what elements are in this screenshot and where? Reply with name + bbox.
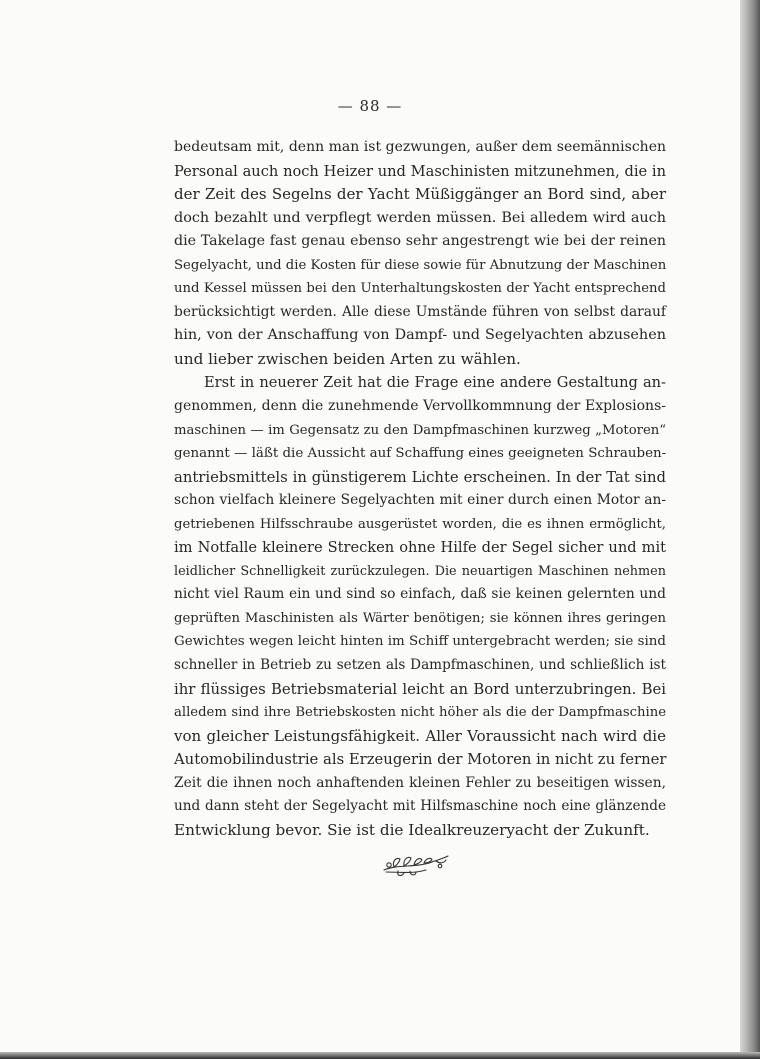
text-line: ihr flüssiges Betriebsmaterial leicht an Bord unterzubringen. Bei [174,680,666,698]
page-edge [740,0,760,1059]
text-line: und Kessel müssen bei den Unterhaltungskosten der Yacht entsprechend [174,281,666,297]
text-line: Zeit die ihnen noch anhaftenden kleinen Fehler zu beseitigen wissen, [174,774,666,791]
text-line: getriebenen Hilfsschraube ausgerüstet worden, die es ihnen ermöglicht, [174,516,666,532]
text-line: von gleicher Leistungsfähigkeit. Aller Voraussicht nach wird die [174,726,666,745]
text-line: Gewichtes wegen leicht hinten im Schiff untergebracht werden; sie sind [174,634,666,650]
text-line: der Zeit des Segelns der Yacht Müßiggänger an Bord sind, aber [174,185,666,204]
text-line: berücksichtigt werden. Alle diese Umstände führen von selbst darauf [174,303,666,320]
text-line: und lieber zwischen beiden Arten zu wählen. [174,349,521,368]
paragraph-1 [174,136,666,371]
text-line: bedeutsam mit, denn man ist gezwungen, außer dem seemännischen [174,139,666,155]
text-line: genannt — läßt die Aussicht auf Schaffung eines geeigneten Schrauben- [174,446,667,462]
text-line: geprüften Maschinisten als Wärter benötigen; sie können ihres geringen [174,610,666,626]
text-line: nicht viel Raum ein und sind so einfach, daß sie keinen gelernten und [174,586,666,603]
text-line: schon vielfach kleinere Segelyachten mit einer durch einen Motor an- [174,492,666,509]
text-line: alledem sind ihre Betriebskosten nicht höher als die der Dampfmaschine [174,705,666,721]
text-line: Entwicklung bevor. Sie ist die Idealkreuzeryacht der Zukunft. [174,820,650,839]
text-line: genommen, denn die zunehmende Vervollkommnung der Explosions- [174,398,666,415]
text-line: maschinen — im Gegensatz zu den Dampfmaschinen kurzweg „Motoren“ [174,422,666,438]
page-bottom-edge [0,1052,760,1059]
text-line: hin, von der Anschaffung von Dampf- und Segelyachten abzusehen [174,327,666,344]
text-line: doch bezahlt und verpflegt werden müssen. Bei alledem wird auch [174,209,666,226]
text-line: Erst in neuerer Zeit hat die Frage eine andere Gestaltung an- [204,374,666,392]
text-line: Automobilindustrie als Erzeugerin der Motoren in nicht zu ferner [174,751,667,769]
page-number: — 88 — [337,97,403,115]
text-line: schneller in Betrieb zu setzen als Dampfmaschinen, und schließlich ist [174,657,666,674]
text-line: im Notfalle kleinere Strecken ohne Hilfe der Segel sicher und mit [174,539,666,557]
floral-ornament-icon [380,850,452,878]
text-line: Personal auch noch Heizer und Maschinisten mitzunehmen, die in [174,162,666,180]
body-text [174,136,666,842]
paragraph-2 [174,371,666,842]
text-line: die Takelage fast genau ebenso sehr angestrengt wie bei der reinen [174,233,666,250]
text-line: Segelyacht, und die Kosten für diese sowie für Abnutzung der Maschinen [174,257,667,273]
text-line: leidlicher Schnelligkeit zurückzulegen. Die neuartigen Maschinen nehmen [174,563,666,579]
text-line: antriebsmittels in günstigerem Lichte erscheinen. In der Tat sind [174,468,666,486]
text-line: und dann steht der Segelyacht mit Hilfsmaschine noch eine glänzende [174,798,666,815]
